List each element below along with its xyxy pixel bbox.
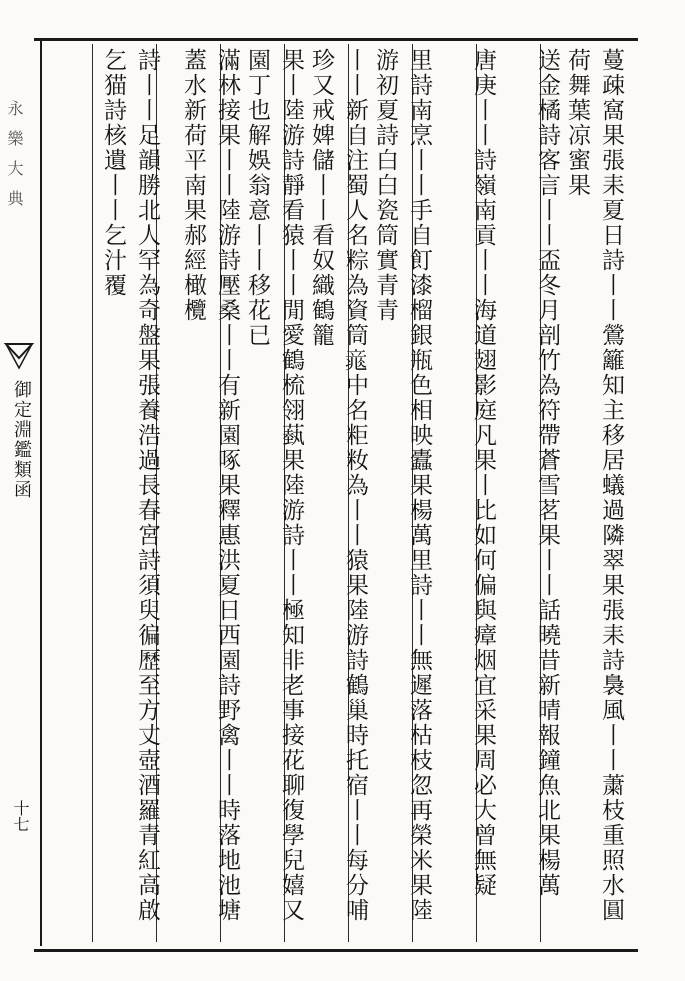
text-column-2: 送金橘詩客言丨丨盃冬月剖竹為符帶蒼雪茗果丨丨話曉昔新晴報鐘魚北果楊萬 [534,48,560,898]
text-column-1: 蔓疎窩果張耒夏日詩丨丨鶯籬知主移居蟻過隣翠果張耒詩裊風丨丨䔥枝重照水圓荷舞葉凉蜜果 [564,48,624,923]
margin-strip [0,40,42,946]
text-column-3: 唐庚丨丨詩嶺南貢丨丨海道翅影庭凡果丨比如何偏與瘴烟宜采果周必大曾無疑 [470,48,496,898]
folio-number: 十七 [11,800,30,832]
text-column-6: 果丨陸游詩靜看猿丨丨閒愛鶴梳翎蓺果陸游詩丨丨極知非老事接花聊復學兒嬉又園丁也解娛翁意丨丨移花已 [244,48,304,923]
text-column-8: 詩丨丨足韻勝北人罕為奇盤果張養浩過長春宮詩須臾徧歷至方丈壺酒羅青紅高啟乞猫詩核遺丨丨乞汁覆 [100,48,160,923]
column-rule [92,44,93,942]
text-column-7: 滿林接果丨丨陸游詩壓桑丨丨有新園啄果釋惠洪夏日西園詩野禽丨丨時落地池塘蓋水新荷平南果郝經橄欖 [180,48,240,923]
bleed-through-text: 永樂大典 [5,100,24,220]
text-column-5: 丨丨新自注蜀人名粽為資筒𥪐中名粔籹為丨丨猿果陸游詩鶴巢時托宿丨丨每分哺珍又戒婢儲丨丨看奴織鶴籠 [308,48,368,923]
text-column-4: 里詩南烹丨丨手自飣漆榴銀瓶色相映蠹果楊萬里詩丨丨無遲落枯枝忽再榮米果陸游初夏詩白白瓷筒實青青 [372,48,432,923]
running-title: 御定淵鑑類函 [11,380,32,500]
fish-tail-icon [4,340,34,370]
